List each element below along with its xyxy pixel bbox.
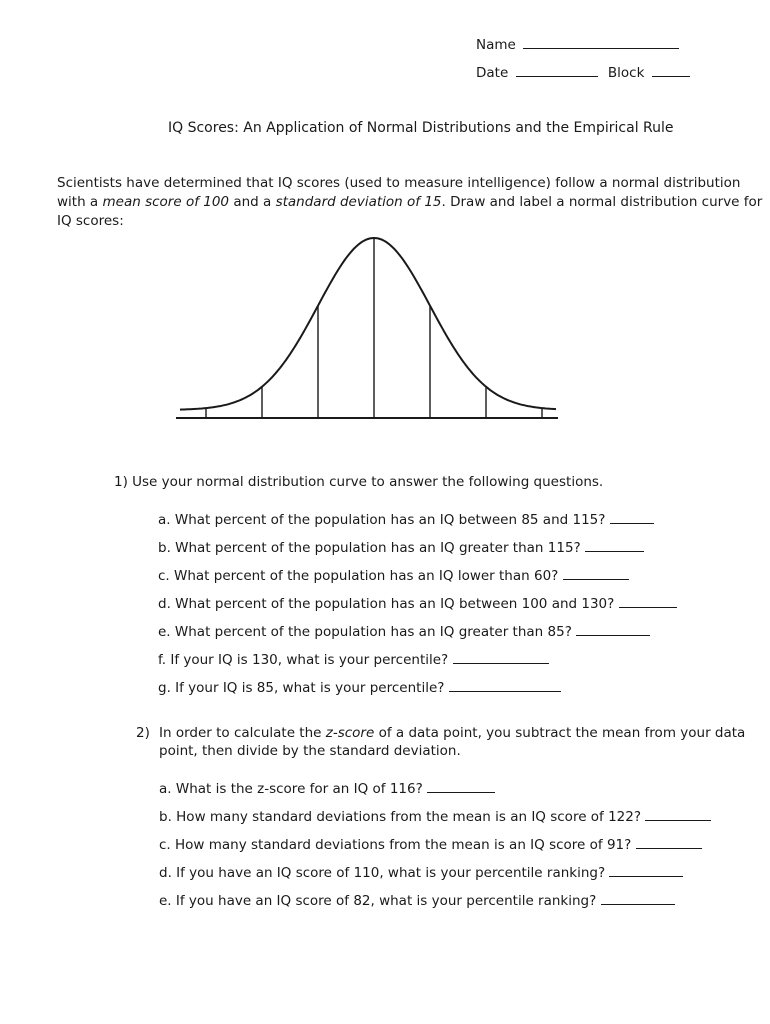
- intro-text-3: . Draw and label a normal distribution curve for IQ scores:: [57, 194, 763, 229]
- q2-item-c: c. How many standard deviations from the mean is an IQ score of 91?: [159, 836, 702, 853]
- date-label: Date: [476, 65, 509, 81]
- q2-line-2: point, then divide by the standard deviation.: [159, 743, 461, 759]
- answer-blank[interactable]: [585, 539, 644, 552]
- answer-blank[interactable]: [449, 679, 561, 692]
- q1-prompt: 1) Use your normal distribution curve to answer the following questions.: [114, 474, 604, 490]
- answer-blank[interactable]: [576, 623, 650, 636]
- name-label: Name: [476, 37, 516, 53]
- answer-blank[interactable]: [636, 836, 702, 849]
- q1-item-b: b. What percent of the population has an IQ greater than 115?: [158, 539, 644, 556]
- answer-blank[interactable]: [609, 864, 683, 877]
- q2-emphasis-zscore: z-score: [325, 725, 375, 741]
- q2-item-d: d. If you have an IQ score of 110, what is your percentile ranking?: [159, 864, 683, 881]
- answer-blank[interactable]: [645, 808, 711, 821]
- q1-item-c: c. What percent of the population has an IQ lower than 60?: [158, 567, 629, 584]
- q1-item-d: d. What percent of the population has an IQ between 100 and 130?: [158, 595, 677, 612]
- intro-emphasis-mean: mean score of 100: [102, 194, 230, 210]
- q1-item-a: a. What percent of the population has an IQ between 85 and 115?: [158, 511, 654, 528]
- q2-item-b: b. How many standard deviations from the mean is an IQ score of 122?: [159, 808, 711, 825]
- intro-text-2: and a: [229, 194, 276, 210]
- q2-line-1: In order to calculate the z-score of a data point, you subtract the mean from your data: [159, 725, 746, 741]
- intro-emphasis-sd: standard deviation of 15: [275, 194, 442, 210]
- answer-blank[interactable]: [453, 651, 549, 664]
- q2-number: 2): [136, 725, 150, 741]
- answer-blank[interactable]: [427, 780, 495, 793]
- answer-blank[interactable]: [619, 595, 677, 608]
- q2-item-e: e. If you have an IQ score of 82, what is your percentile ranking?: [159, 892, 675, 909]
- q2-item-a: a. What is the z-score for an IQ of 116?: [159, 780, 495, 797]
- q1-item-e: e. What percent of the population has an IQ greater than 85?: [158, 623, 650, 640]
- answer-blank[interactable]: [563, 567, 629, 580]
- bell-curve: [180, 238, 556, 410]
- block-label: Block: [607, 65, 645, 81]
- q1-item-g: g. If your IQ is 85, what is your percentile?: [158, 679, 561, 696]
- q1-item-f: f. If your IQ is 130, what is your percentile?: [158, 651, 549, 668]
- answer-blank[interactable]: [601, 892, 675, 905]
- answer-blank[interactable]: [610, 511, 654, 524]
- page-title: IQ Scores: An Application of Normal Distributions and the Empirical Rule: [168, 120, 674, 136]
- intro-text-1: Scientists have determined that IQ scores (used to measure intelligence) follow a normal distribution with a: [57, 175, 741, 210]
